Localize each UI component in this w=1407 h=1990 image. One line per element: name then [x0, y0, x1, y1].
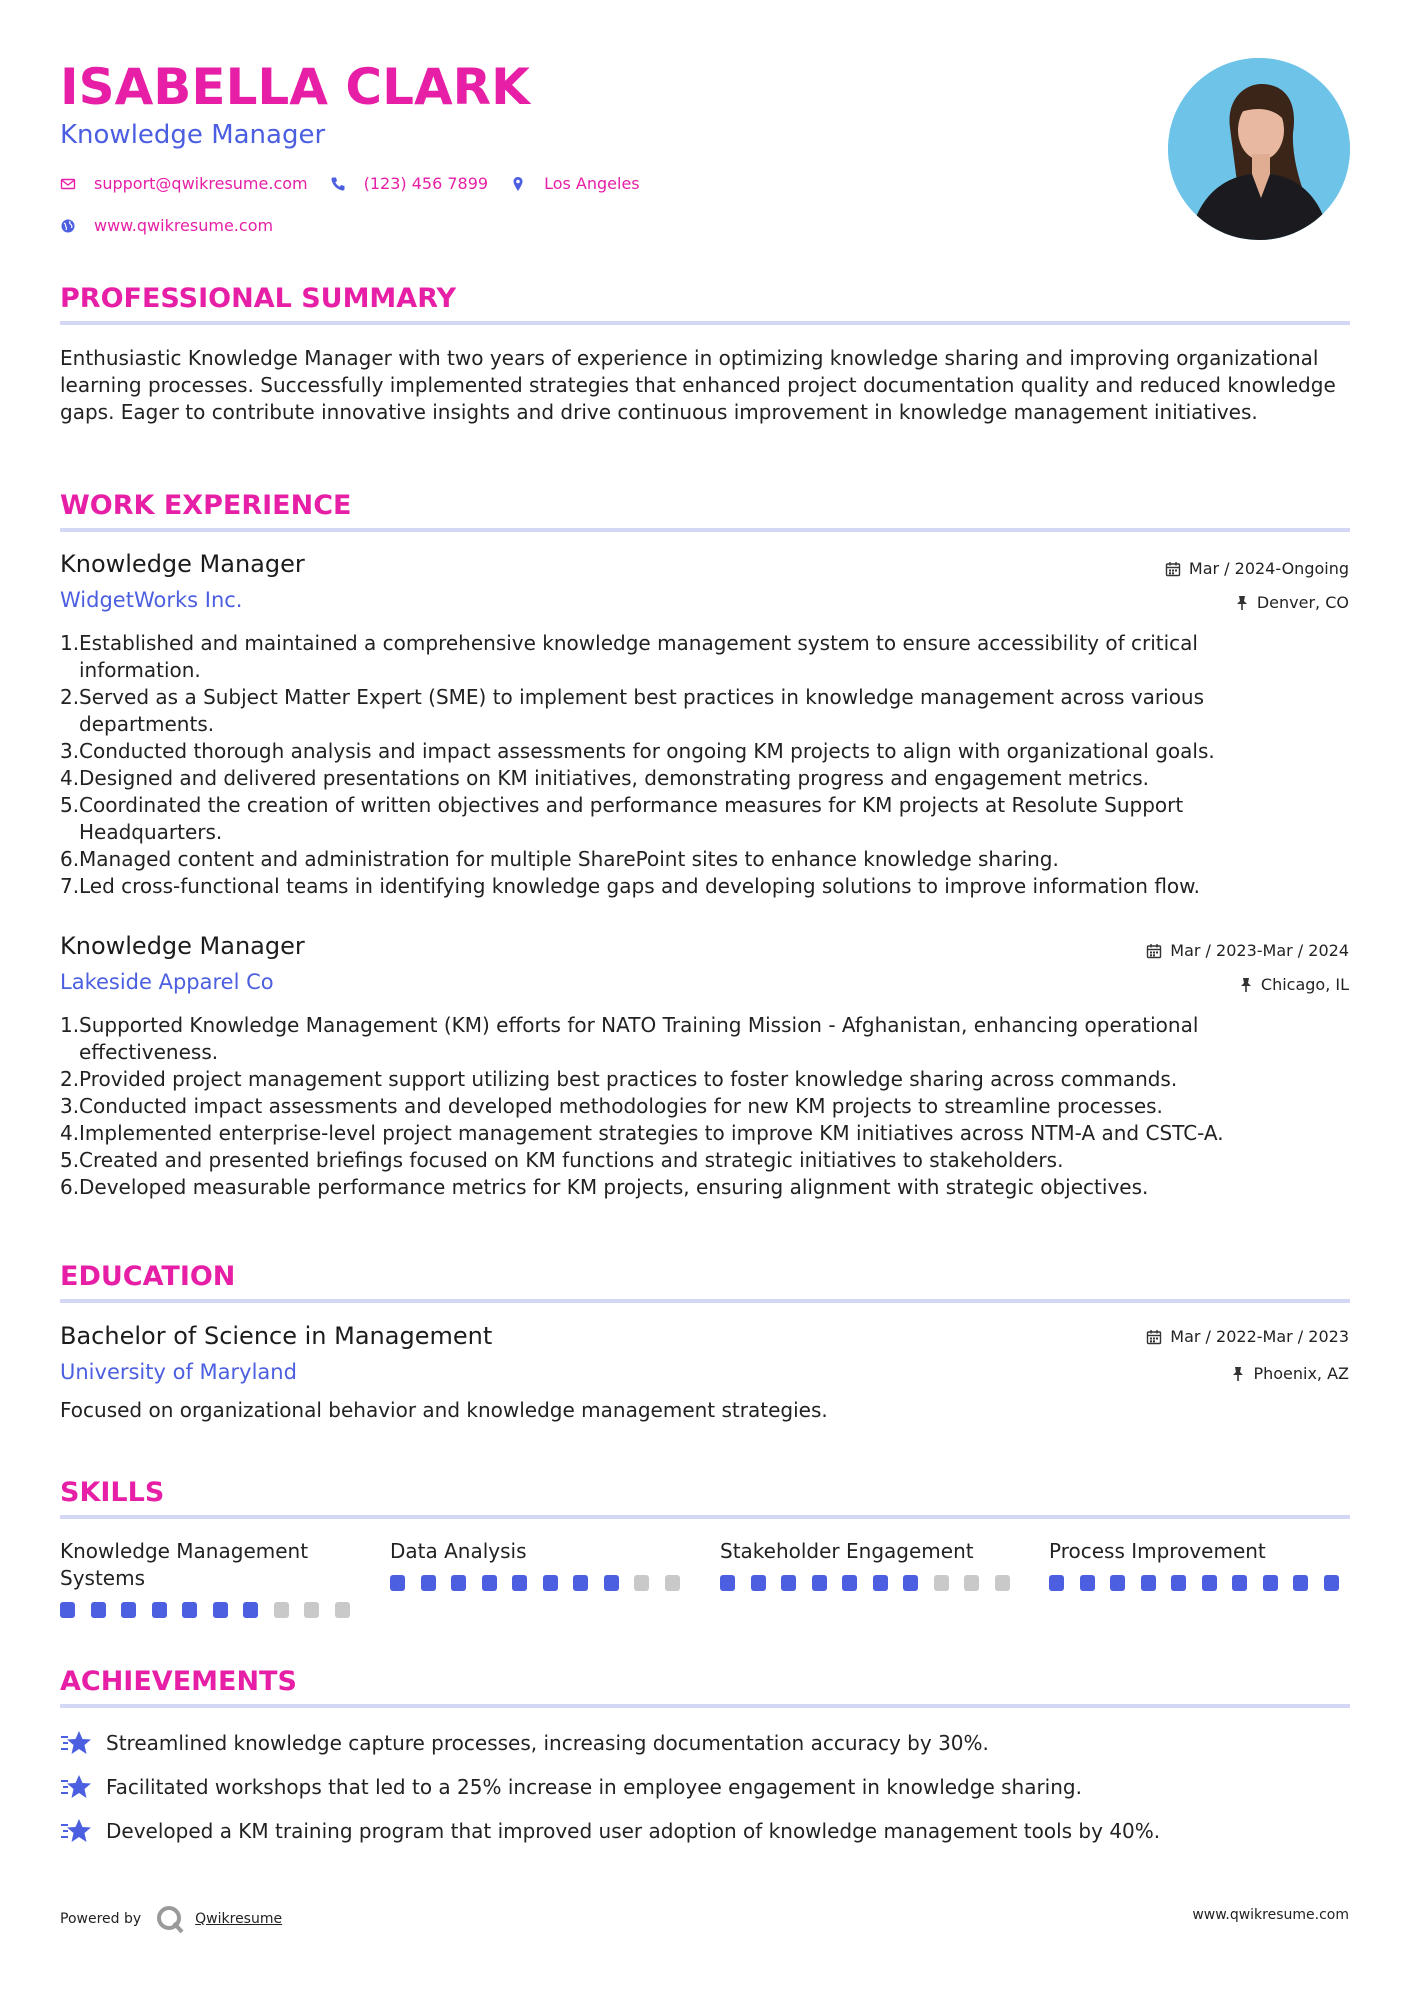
- skill-name: Stakeholder Engagement: [720, 1539, 974, 1563]
- achievements-divider: [60, 1704, 1350, 1708]
- skill-dot-empty: [964, 1575, 979, 1591]
- job-dates: [1165, 559, 1349, 578]
- achievement-item: [60, 1773, 1082, 1801]
- skill-dot-filled: [903, 1575, 918, 1591]
- summary-divider: [60, 321, 1350, 325]
- skill-dot-filled: [873, 1575, 888, 1591]
- skill-dot-filled: [1324, 1575, 1339, 1591]
- list-item: 5. Created and presented briefings focused on KM functions and strategic initiatives to stakeholders.: [60, 1148, 1064, 1172]
- calendar-icon: [1146, 1329, 1162, 1345]
- skill-dot-filled: [60, 1602, 75, 1618]
- company-name: WidgetWorks Inc.: [60, 588, 243, 612]
- list-item: 1. Supported Knowledge Management (KM) efforts for NATO Training Mission - Afghanistan, enhancing operational effectiveness.: [60, 1013, 1199, 1064]
- location-contact: [510, 174, 640, 193]
- achievement-text: Facilitated workshops that led to a 25% increase in employee engagement in knowledge sharing.: [106, 1775, 1082, 1799]
- avatar: [1168, 58, 1350, 240]
- job-bullets: [60, 1012, 1320, 1201]
- job-location: [1235, 593, 1349, 612]
- job-dates-text: Mar / 2023-Mar / 2024: [1170, 941, 1349, 960]
- achievements-heading: ACHIEVEMENTS: [60, 1666, 297, 1697]
- list-item: 3. Conducted thorough analysis and impact assessments for ongoing KM projects to align with organizational goals.: [60, 739, 1215, 763]
- education-heading: EDUCATION: [60, 1261, 236, 1292]
- skill-dot-filled: [543, 1575, 558, 1591]
- skill-dot-filled: [182, 1602, 197, 1618]
- list-item: 2. Provided project management support utilizing best practices to foster knowledge sharing across commands.: [60, 1067, 1178, 1091]
- skill-dot-filled: [842, 1575, 857, 1591]
- list-item: 6. Managed content and administration for multiple SharePoint sites to enhance knowledge sharing.: [60, 847, 1059, 871]
- achievement-item: [60, 1817, 1160, 1845]
- skill-rating: [390, 1575, 695, 1591]
- phone-icon: [330, 176, 346, 192]
- calendar-icon: [1146, 943, 1162, 959]
- pushpin-icon: [1239, 977, 1253, 993]
- phone-text: (123) 456 7899: [363, 174, 489, 193]
- skill-dot-empty: [934, 1575, 949, 1591]
- mail-icon: [60, 176, 76, 192]
- skill-rating: [1049, 1575, 1354, 1591]
- skill-item: [1049, 1538, 1354, 1591]
- skill-dot-filled: [1171, 1575, 1186, 1591]
- skill-dot-filled: [121, 1602, 136, 1618]
- location-text: Los Angeles: [544, 174, 640, 193]
- star-icon: [60, 1773, 92, 1801]
- achievement-item: [60, 1729, 989, 1757]
- summary-text: Enthusiastic Knowledge Manager with two years of experience in optimizing knowledge sharing and improving organizational learning processes. Successfully implemented strategies that enhanced project documentation quality and reduced knowledge gaps. Eager to contribute innovative insights and drive continuous improvement in knowledge management initiatives.: [60, 346, 1336, 424]
- education-location-text: Phoenix, AZ: [1253, 1364, 1349, 1383]
- education-description: Focused on organizational behavior and knowledge management strategies.: [60, 1398, 828, 1422]
- star-icon: [60, 1729, 92, 1757]
- calendar-icon: [1165, 561, 1181, 577]
- skill-rating: [60, 1602, 365, 1618]
- contact-row: [60, 174, 662, 193]
- website-contact[interactable]: [60, 216, 273, 235]
- job-dates: [1146, 941, 1349, 960]
- brand-link[interactable]: Qwikresume: [195, 1911, 283, 1927]
- skills-divider: [60, 1515, 1350, 1519]
- skill-item: [60, 1538, 365, 1618]
- globe-icon: [60, 218, 76, 234]
- experience-heading: WORK EXPERIENCE: [60, 490, 352, 521]
- job-location-text: Denver, CO: [1256, 593, 1349, 612]
- skill-name: Process Improvement: [1049, 1539, 1266, 1563]
- school-name: University of Maryland: [60, 1360, 297, 1384]
- skill-dot-empty: [665, 1575, 680, 1591]
- pushpin-icon: [1235, 595, 1249, 611]
- candidate-name: ISABELLA CLARK: [60, 58, 530, 116]
- skill-dot-filled: [751, 1575, 766, 1591]
- job-title: Knowledge Manager: [60, 932, 305, 960]
- skill-dot-filled: [152, 1602, 167, 1618]
- skill-item: [720, 1538, 1025, 1591]
- skills-heading: SKILLS: [60, 1477, 165, 1508]
- achievement-text: Streamlined knowledge capture processes, increasing documentation accuracy by 30%.: [106, 1731, 989, 1755]
- skill-dot-filled: [482, 1575, 497, 1591]
- skill-dot-empty: [634, 1575, 649, 1591]
- job-title: Knowledge Manager: [60, 550, 305, 578]
- skill-dot-filled: [390, 1575, 405, 1591]
- job-location-text: Chicago, IL: [1260, 975, 1349, 994]
- list-item: 5. Coordinated the creation of written objectives and performance measures for KM projects at Resolute Support Headquarters.: [60, 793, 1184, 844]
- job-location: [1239, 975, 1349, 994]
- qwikresume-logo-icon: [155, 1904, 185, 1934]
- job-dates-text: Mar / 2024-Ongoing: [1188, 559, 1349, 578]
- list-item: 4. Designed and delivered presentations on KM initiatives, demonstrating progress and engagement metrics.: [60, 766, 1149, 790]
- candidate-title: Knowledge Manager: [60, 120, 326, 150]
- pushpin-icon: [1231, 1366, 1245, 1382]
- skill-dot-filled: [1141, 1575, 1156, 1591]
- education-location: [1231, 1364, 1349, 1383]
- skill-rating: [720, 1575, 1025, 1591]
- skill-item: [390, 1538, 695, 1591]
- summary-heading: PROFESSIONAL SUMMARY: [60, 283, 457, 314]
- job-bullets: [60, 630, 1320, 900]
- skill-dot-filled: [604, 1575, 619, 1591]
- achievement-text: Developed a KM training program that improved user adoption of knowledge management tools by 40%.: [106, 1819, 1161, 1843]
- email-text: support@qwikresume.com: [94, 174, 308, 193]
- list-item: 4. Implemented enterprise-level project management strategies to improve KM initiatives across NTM-A and CSTC-A.: [60, 1121, 1224, 1145]
- website-row: [60, 216, 295, 235]
- powered-by: [60, 1904, 282, 1934]
- skill-dot-filled: [781, 1575, 796, 1591]
- skill-dot-empty: [335, 1602, 350, 1618]
- skill-dot-filled: [243, 1602, 258, 1618]
- skill-dot-filled: [451, 1575, 466, 1591]
- skill-dot-empty: [304, 1602, 319, 1618]
- education-dates: [1146, 1327, 1349, 1346]
- skill-dot-filled: [1232, 1575, 1247, 1591]
- skill-dot-filled: [1263, 1575, 1278, 1591]
- skill-dot-filled: [1080, 1575, 1095, 1591]
- list-item: 2. Served as a Subject Matter Expert (SME) to implement best practices in knowledge management across various departments.: [60, 685, 1205, 736]
- skill-dot-filled: [1049, 1575, 1064, 1591]
- powered-by-label: Powered by: [60, 1911, 142, 1927]
- education-dates-text: Mar / 2022-Mar / 2023: [1170, 1327, 1349, 1346]
- skill-dot-filled: [91, 1602, 106, 1618]
- skill-dot-filled: [1110, 1575, 1125, 1591]
- skill-dot-filled: [421, 1575, 436, 1591]
- degree-title: Bachelor of Science in Management: [60, 1322, 493, 1350]
- list-item: 1. Established and maintained a comprehensive knowledge management system to ensure accessibility of critical information.: [60, 631, 1198, 682]
- website-text: www.qwikresume.com: [94, 216, 274, 235]
- skill-dot-empty: [995, 1575, 1010, 1591]
- skill-name: Data Analysis: [390, 1539, 527, 1563]
- skill-dot-filled: [1293, 1575, 1308, 1591]
- company-name: Lakeside Apparel Co: [60, 970, 274, 994]
- footer-website[interactable]: www.qwikresume.com: [1192, 1907, 1349, 1923]
- skill-dot-filled: [812, 1575, 827, 1591]
- list-item: 7. Led cross-functional teams in identifying knowledge gaps and developing solutions to improve information flow.: [60, 874, 1201, 898]
- phone-contact[interactable]: [330, 174, 488, 193]
- experience-divider: [60, 528, 1350, 532]
- list-item: 6. Developed measurable performance metrics for KM projects, ensuring alignment with strategic objectives.: [60, 1175, 1149, 1199]
- skill-dot-filled: [512, 1575, 527, 1591]
- avatar-photo: [1168, 58, 1350, 240]
- skill-dot-empty: [274, 1602, 289, 1618]
- skill-name: Knowledge Management Systems: [60, 1539, 309, 1590]
- skill-dot-filled: [1202, 1575, 1217, 1591]
- skill-dot-filled: [213, 1602, 228, 1618]
- skill-dot-filled: [720, 1575, 735, 1591]
- education-divider: [60, 1299, 1350, 1303]
- skill-dot-filled: [573, 1575, 588, 1591]
- list-item: 3. Conducted impact assessments and developed methodologies for new KM projects to streamline processes.: [60, 1094, 1163, 1118]
- star-icon: [60, 1817, 92, 1845]
- email-contact[interactable]: [60, 174, 308, 193]
- map-pin-icon: [510, 176, 526, 192]
